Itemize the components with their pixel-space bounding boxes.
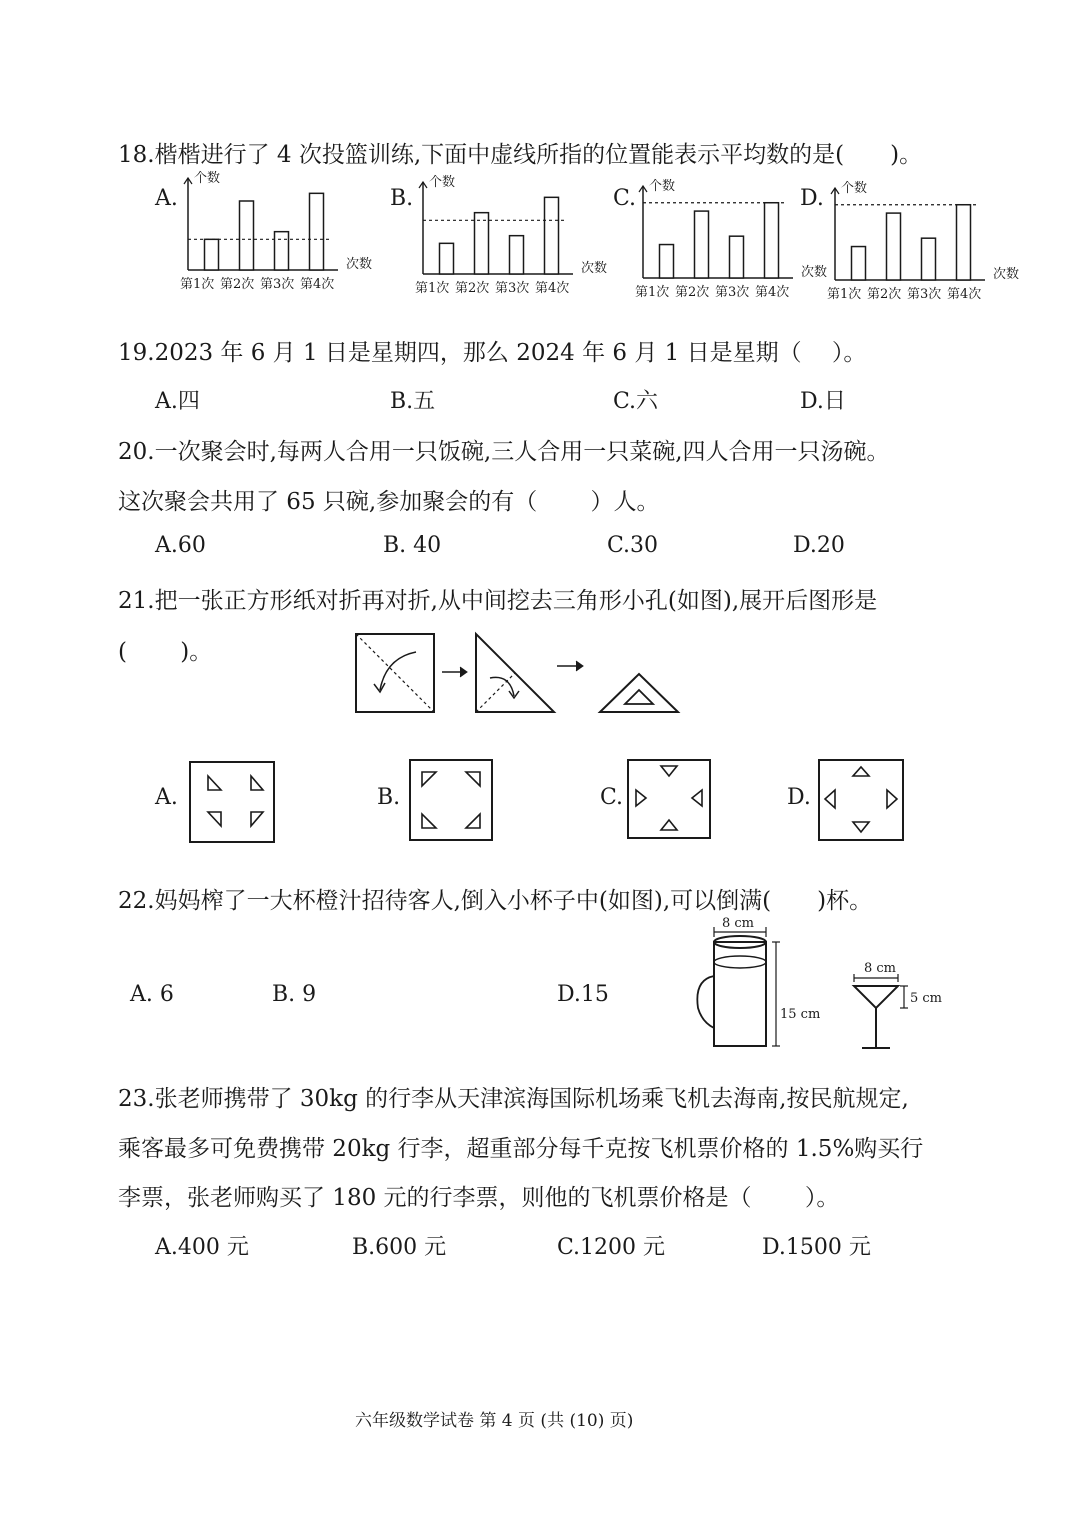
x-tick-label: 第3次 [495,281,530,296]
x-axis-label: 次数 [801,265,828,280]
q23-text-line3: 李票，张老师购买了 180 元的行李票，则他的飞机票价格是（ ）。 [118,1185,840,1211]
q20-option-b: B. 40 [383,533,442,558]
q22-text: 22.妈妈榨了一大杯橙汁招待客人,倒入小杯子中(如图),可以倒满( )杯。 [118,888,873,914]
q19-option-c: C.六 [613,389,659,414]
x-tick-label: 第2次 [455,281,490,296]
bar [275,232,289,270]
q23-option-c: C.1200 元 [557,1235,666,1260]
x-axis-label: 次数 [346,257,373,272]
bar [730,236,744,278]
x-tick-label: 第1次 [415,281,450,296]
q18-option-c-label: C. [613,186,637,211]
bar [922,238,936,280]
bar [510,236,524,274]
bar [695,211,709,278]
q21-folding-diagram [350,628,690,723]
x-axis-label: 次数 [581,261,608,276]
q22-option-b: B. 9 [272,982,317,1007]
big-cup-height-label: 15 cm [780,1007,821,1022]
q21-text-line1: 21.把一张正方形纸对折再对折,从中间挖去三角形小孔(如图),展开后图形是 [118,588,878,614]
q19-text: 19.2023 年 6 月 1 日是星期四，那么 2024 年 6 月 1 日是星期（ ）。 [118,340,867,366]
q23-option-a: A.400 元 [155,1235,249,1260]
x-tick-label: 第2次 [220,277,255,292]
q18-chart-b [413,172,608,302]
x-tick-label: 第3次 [260,277,295,292]
bar [240,201,254,270]
q19-option-d: D.日 [800,389,846,414]
y-axis-label: 个数 [429,175,456,190]
x-tick-label: 第4次 [300,277,335,292]
q18-option-b-label: B. [390,186,414,211]
q23-option-d: D.1500 元 [762,1235,871,1260]
q18-text: 18.楷楷进行了 4 次投篮训练,下面中虚线所指的位置能表示平均数的是( )。 [118,142,923,168]
q20-option-d: D.20 [793,533,845,558]
bar [545,197,559,274]
q18-option-a-label: A. [155,186,178,211]
q23-text-line1: 23.张老师携带了 30kg 的行李从天津滨海国际机场乘飞机去海南,按民航规定, [118,1086,909,1112]
x-tick-label: 第2次 [675,285,710,300]
y-axis-label: 个数 [841,181,868,196]
q20-option-c: C.30 [607,533,659,558]
q21-option-c-label: C. [600,785,624,810]
q19-option-b: B.五 [390,389,436,414]
y-axis-label: 个数 [194,171,221,186]
q21-option-b-label: B. [377,785,401,810]
q21-option-a-figure [188,760,276,844]
x-tick-label: 第3次 [907,287,942,302]
q21-option-c-figure [626,758,712,840]
bar [660,245,674,278]
q23-text-line2: 乘客最多可免费携带 20kg 行李，超重部分每千克按飞机票价格的 1.5%购买行 [118,1136,924,1162]
q19-option-a: A.四 [155,389,200,414]
y-axis-label: 个数 [649,179,676,194]
bar [765,203,779,278]
x-tick-label: 第2次 [867,287,902,302]
q21-option-a-label: A. [155,785,178,810]
bar [852,247,866,280]
q20-text-line2: 这次聚会共用了 65 只碗,参加聚会的有（ ）人。 [118,489,660,515]
q20-option-a: A.60 [155,533,206,558]
q22-cups-diagram [690,912,970,1057]
x-tick-label: 第4次 [535,281,570,296]
q18-chart-d [825,178,1030,308]
q21-option-d-figure [817,758,905,842]
bar [475,213,489,274]
x-tick-label: 第1次 [635,285,670,300]
q21-option-b-figure [408,758,494,842]
big-cup-diameter-label: 8 cm [722,916,755,931]
q18-chart-a [178,168,373,298]
q18-chart-c [633,176,828,306]
small-cup-diameter-label: 8 cm [864,961,897,976]
page-footer: 六年级数学试卷 第 4 页 (共 (10) 页) [355,1411,634,1431]
q21-option-d-label: D. [787,785,811,810]
x-tick-label: 第1次 [180,277,215,292]
bar [310,193,324,270]
x-tick-label: 第4次 [947,287,982,302]
bar [205,239,219,270]
small-cup-height-label: 5 cm [910,991,943,1006]
x-axis-label: 次数 [993,267,1020,282]
x-tick-label: 第3次 [715,285,750,300]
q20-text-line1: 20.一次聚会时,每两人合用一只饭碗,三人合用一只菜碗,四人合用一只汤碗。 [118,439,890,465]
bar [887,213,901,280]
q22-option-a: A. 6 [130,982,174,1007]
bar [957,205,971,280]
x-tick-label: 第1次 [827,287,862,302]
q18-option-d-label: D. [800,186,824,211]
bar [440,243,454,274]
q21-text-line2: ( )。 [118,639,213,665]
q23-option-b: B.600 元 [352,1235,447,1260]
q22-option-d: D.15 [557,982,609,1007]
x-tick-label: 第4次 [755,285,790,300]
